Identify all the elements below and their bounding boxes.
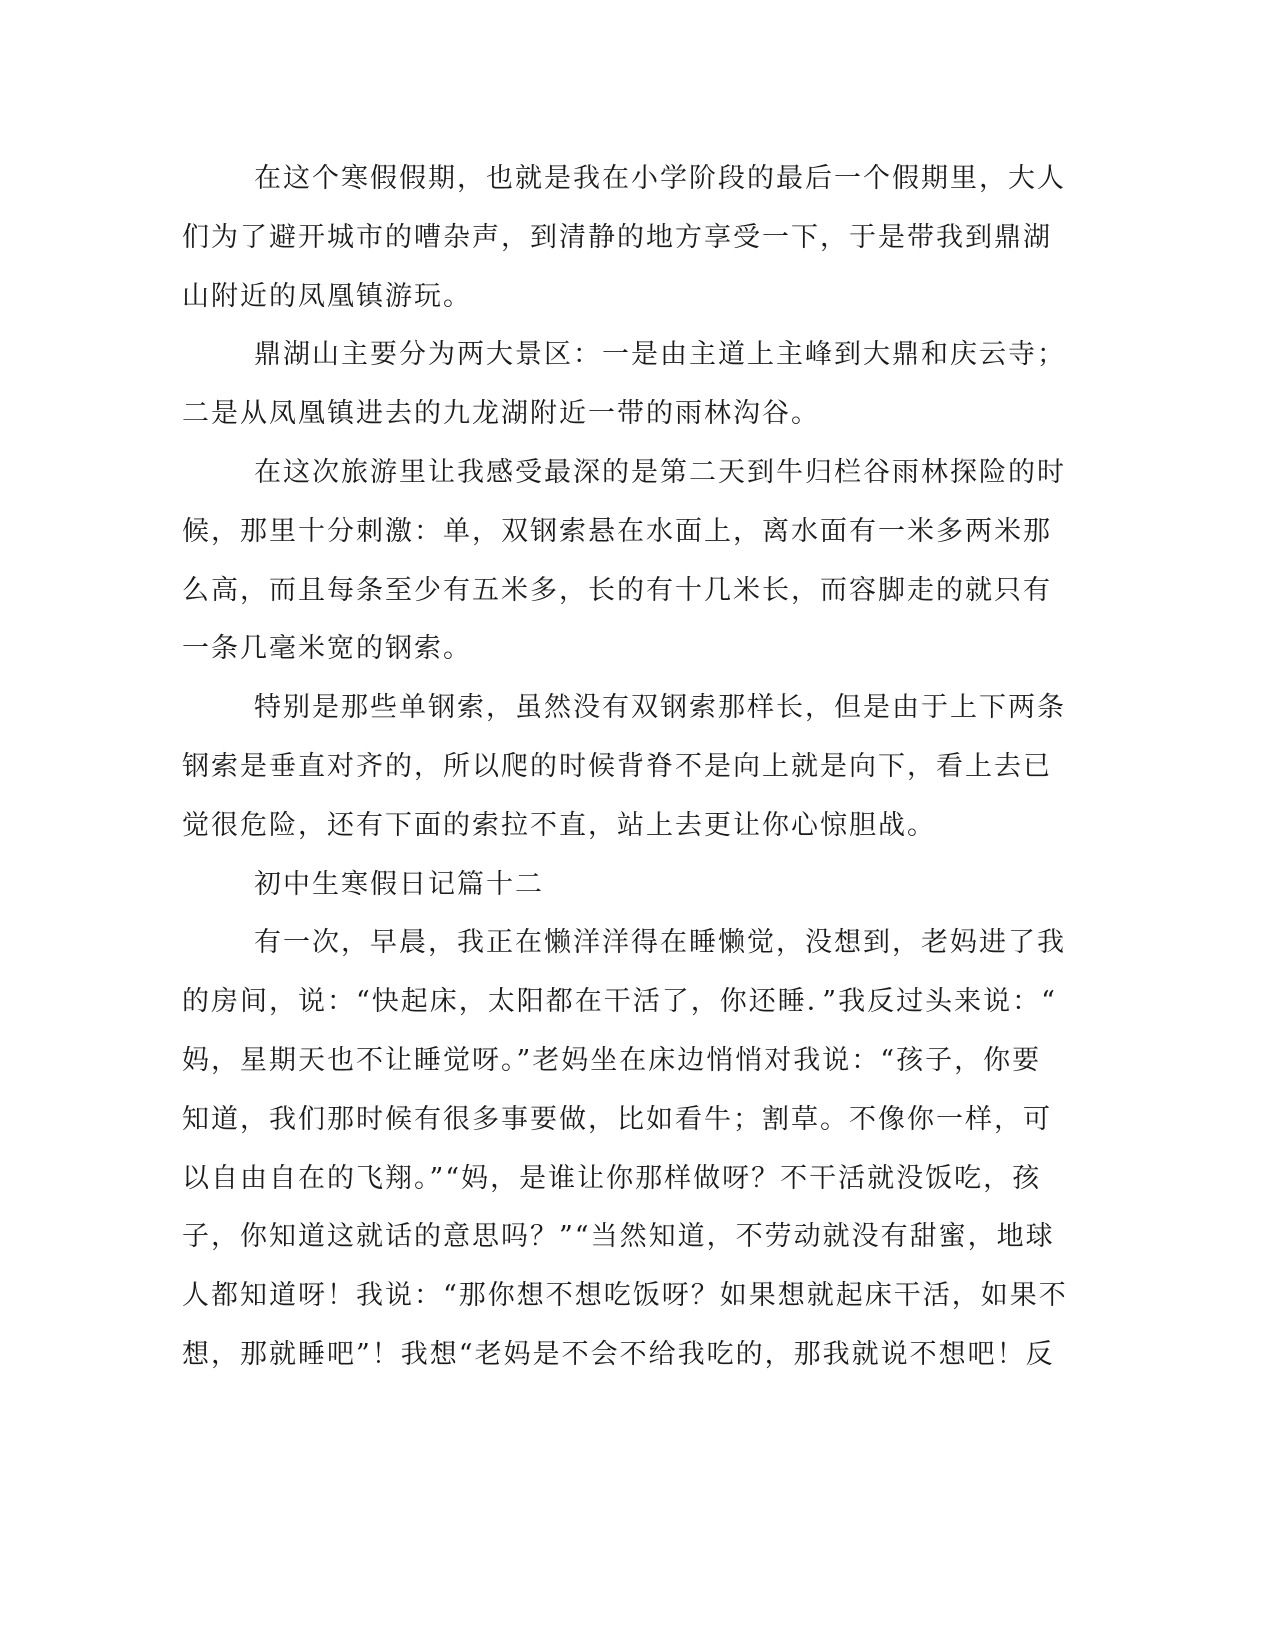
document-body [182,150,1068,1385]
heading-text: 初中生寒假日记篇十二 [254,868,544,900]
text-line: 子，你知道这就话的意思吗？”“当然知道，不劳动就没有甜蜜，地球 [182,1221,1055,1253]
text-line: 山附近的凤凰镇游玩。 [182,280,472,312]
paragraph [182,914,1068,1384]
text-line: 知道，我们那时候有很多事要做，比如看牛；割草。不像你一样，可 [182,1103,1052,1135]
text-line: 钢索是垂直对齐的，所以爬的时候背脊不是向上就是向下，看上去已 [182,750,1052,782]
text-line: 人都知道呀！我说：“那你想不想吃饭呀？如果想就起床干活，如果不 [182,1280,1068,1312]
text-line: 们为了避开城市的嘈杂声，到清静的地方享受一下，于是带我到鼎湖 [182,221,1052,253]
text-line: 鼎湖山主要分为两大景区：一是由主道上主峰到大鼎和庆云寺； [254,339,1066,371]
text-line: 候，那里十分刺激：单，双钢索悬在水面上，离水面有一米多两米那 [182,515,1052,547]
text-line: 二是从凤凰镇进去的九龙湖附近一带的雨林沟谷。 [182,398,820,430]
text-line: 想，那就睡吧”！我想“老妈是不会不给我吃的，那我就说不想吧！反 [182,1338,1055,1370]
paragraph [182,679,1066,855]
paragraph [182,444,1066,679]
text-line: 觉很危险，还有下面的索拉不直，站上去更让你心惊胆战。 [182,809,936,841]
text-line: 么高，而且每条至少有五米多，长的有十几米长，而容脚走的就只有 [182,574,1052,606]
text-line: 的房间，说：“快起床，太阳都在干活了，你还睡．”我反过头来说：“ [182,986,1057,1018]
text-line: 特别是那些单钢索，虽然没有双钢索那样长，但是由于上下两条 [254,692,1066,724]
text-line: 以自由自在的飞翔。”“妈，是谁让你那样做呀？不干活就没饭吃，孩 [182,1162,1042,1194]
text-line: 有一次，早晨，我正在懒洋洋得在睡懒觉，没想到，老妈进了我 [254,927,1066,959]
text-line: 妈，星期天也不让睡觉呀。”老妈坐在床边悄悄对我说：“孩子，你要 [182,1044,1042,1076]
section-heading [182,856,1032,915]
text-line: 在这次旅游里让我感受最深的是第二天到牛归栏谷雨林探险的时 [254,456,1066,488]
paragraph [182,326,1066,444]
text-line: 在这个寒假假期，也就是我在小学阶段的最后一个假期里，大人 [254,163,1066,194]
paragraph [182,150,1066,326]
text-line: 一条几毫米宽的钢索。 [182,633,472,665]
